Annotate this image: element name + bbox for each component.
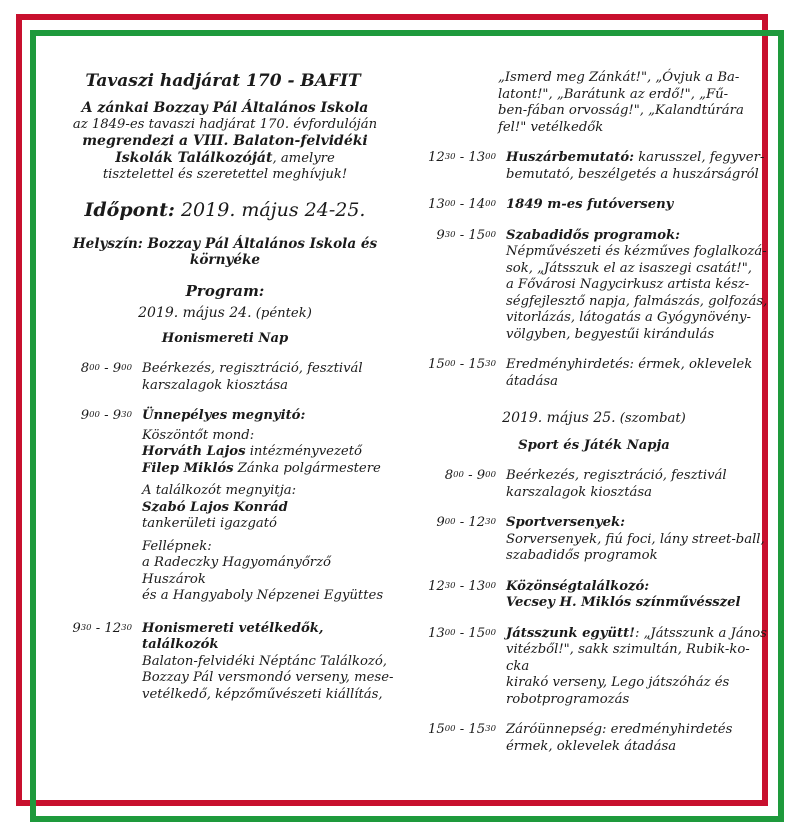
time-range <box>418 228 506 344</box>
desc-line: Vecsey H. Miklós színművésszel <box>506 595 741 610</box>
item-title: 1849 m-es futóverseny <box>506 197 674 212</box>
schedule-item <box>418 197 770 214</box>
item-description <box>506 722 770 755</box>
date-value: 2019. május 24-25. <box>174 198 366 221</box>
day2-date <box>418 410 770 428</box>
schedule-item <box>56 408 394 605</box>
desc-line: Balaton-felvidéki Néptánc Találkozó, <box>142 653 387 669</box>
speaker-1 <box>142 444 394 461</box>
performer: a Radeczky Hagyományőrző Huszárok <box>142 555 331 587</box>
right-column <box>418 70 770 755</box>
end-hour: 15 <box>468 722 486 737</box>
time-range <box>418 722 506 755</box>
desc-text: : „Játsszunk a János <box>634 625 767 641</box>
performer: és a Hangyaboly Népzenei Együttes <box>142 588 384 603</box>
opener-label: A találkozót megnyitja: <box>142 483 297 498</box>
desc-line: vitorlázás, látogatás a Gyógynövény- <box>506 310 751 325</box>
time-separator: - <box>455 625 469 641</box>
schedule-item <box>56 361 394 394</box>
desc-text: cka <box>506 658 530 674</box>
start-minute: 30 <box>444 580 456 591</box>
start-hour: 12 <box>427 578 445 594</box>
time-separator: - <box>463 468 477 483</box>
opener-role: tankerületi igazgató <box>142 516 277 531</box>
desc-line: átadása <box>506 373 558 389</box>
end-minute: 30 <box>485 517 496 527</box>
time-separator: - <box>91 620 105 636</box>
day1-date <box>56 305 394 323</box>
left-column <box>56 70 394 703</box>
time-separator: - <box>455 197 469 212</box>
start-hour: 13 <box>427 625 445 641</box>
start-hour: 9 <box>436 515 445 530</box>
desc-line: karszalagok kiosztása <box>506 484 653 500</box>
program-heading: Program: <box>185 281 265 300</box>
location-line1: Helyszín: Bozzay Pál Általános Iskola és <box>72 235 378 252</box>
start-hour: 9 <box>80 408 90 423</box>
speaker-role: intézményvezető <box>245 444 362 459</box>
time-range <box>418 579 506 612</box>
start-minute: 30 <box>444 229 456 240</box>
start-hour: 8 <box>80 361 90 376</box>
item-title: Honismereti vetélkedők, találkozók <box>142 620 324 652</box>
intro-line4-tail: , amelyre <box>272 150 335 166</box>
schedule-item <box>418 722 770 755</box>
day1-theme: Honismereti Nap <box>161 330 289 346</box>
intro-block <box>56 100 394 184</box>
desc-line <box>506 626 770 643</box>
item-description <box>506 197 770 214</box>
start-minute: 00 <box>89 410 100 420</box>
end-hour: 13 <box>468 578 486 594</box>
end-minute: 00 <box>485 580 496 591</box>
end-hour: 12 <box>468 515 486 530</box>
end-hour: 15 <box>468 227 486 243</box>
start-minute: 30 <box>80 622 92 633</box>
item-description <box>506 228 770 344</box>
start-hour: 8 <box>444 468 454 483</box>
time-range <box>56 408 142 605</box>
item-description <box>506 626 770 709</box>
end-minute: 30 <box>485 724 496 734</box>
start-hour: 15 <box>427 722 445 737</box>
document-title <box>52 70 394 92</box>
desc-line: érmek, oklevelek átadása <box>506 738 677 754</box>
intro-line2: az 1849-es tavaszi hadjárat 170. évfordulóján <box>72 116 378 132</box>
time-range <box>418 515 506 565</box>
speaker-2 <box>142 461 394 478</box>
opener-name: Szabó Lajos Konrád <box>142 499 288 515</box>
desc-line <box>506 642 770 675</box>
item-title: Ünnepélyes megnyitó: <box>142 408 306 423</box>
intro-school: A zánkai Bozzay Pál Általános Iskola <box>81 100 369 116</box>
schedule-item <box>418 626 770 709</box>
end-minute: 30 <box>121 622 132 633</box>
desc-line: kirakó verseny, Lego játszóház és <box>506 675 730 690</box>
time-separator: - <box>455 722 469 737</box>
desc-line: a Fővárosi Nagycirkusz artista kész- <box>506 277 750 292</box>
item-description <box>506 515 770 565</box>
schedule-item <box>418 150 770 183</box>
start-hour: 9 <box>72 620 81 636</box>
greet-label: Köszöntőt mond: <box>142 427 255 443</box>
desc-line: Népművészeti és kézműves foglalkozá- <box>506 244 767 259</box>
time-separator: - <box>99 408 113 423</box>
start-minute: 00 <box>444 627 456 638</box>
item-description <box>142 621 394 704</box>
desc-line: ben-fában orvosság!", „Kalandtúrára <box>498 103 744 118</box>
schedule-item <box>418 579 770 612</box>
time-separator: - <box>455 515 469 530</box>
time-range <box>418 357 506 390</box>
day2-weekday: (szombat) <box>615 411 686 426</box>
desc-line: völgyben, begyestűi kirándulás <box>506 326 715 342</box>
item-description <box>142 361 394 394</box>
start-minute: 00 <box>453 470 464 480</box>
time-range <box>418 468 506 501</box>
desc-line: Bozzay Pál versmondó verseny, mese- <box>142 670 394 685</box>
schedule-item <box>418 468 770 501</box>
desc-line <box>506 150 770 167</box>
end-minute: 00 <box>485 199 496 209</box>
end-hour: 14 <box>468 197 486 212</box>
day1-date-text: 2019. május 24. <box>138 305 252 321</box>
day2-theme: Sport és Játék Napja <box>518 437 670 453</box>
start-hour: 15 <box>427 357 445 372</box>
end-minute: 00 <box>485 229 496 240</box>
item-description <box>506 579 770 612</box>
date-label: Időpont: <box>84 198 175 221</box>
start-minute: 00 <box>89 363 100 373</box>
end-hour: 9 <box>112 361 122 376</box>
start-hour: 9 <box>436 227 445 243</box>
speaker-role: Zánka polgármestere <box>233 460 381 476</box>
intro-event-name: Iskolák Találkozóját <box>115 149 273 166</box>
desc-line: latont!", „Barátunk az erdő!", „Fű- <box>498 86 729 102</box>
item-title: Közönségtalálkozó: <box>506 578 650 594</box>
end-hour: 13 <box>468 150 486 165</box>
start-hour: 12 <box>427 150 445 165</box>
end-minute: 00 <box>485 627 496 638</box>
item-title: Játsszunk együtt! <box>506 625 635 641</box>
day2-date-text: 2019. május 25. <box>502 410 616 426</box>
end-minute: 00 <box>485 470 496 480</box>
desc-line: bemutató, beszélgetés a huszárságról <box>506 166 759 182</box>
desc-line: „Ismerd meg Zánkát!", „Óvjuk a Ba- <box>498 70 740 85</box>
desc-line: Záróünnepség: eredményhirdetés <box>506 722 733 737</box>
desc-line: Sorversenyek, fiú foci, lány street-ball, <box>506 531 765 547</box>
speaker-name: Horváth Lajos <box>142 444 246 459</box>
item-description <box>506 357 770 390</box>
item-description <box>506 468 770 501</box>
item-description <box>506 150 770 183</box>
desc-text: karusszel, fegyver- <box>634 150 765 165</box>
end-hour: 12 <box>104 620 122 636</box>
start-hour: 13 <box>427 197 445 212</box>
item-title: Huszárbemutató: <box>506 150 634 165</box>
desc-line: sok, „Játsszuk el az isaszegi csatát!", <box>506 260 752 276</box>
start-minute: 00 <box>444 199 456 209</box>
desc-line: fel!" vetélkedők <box>498 119 604 135</box>
event-location <box>56 236 394 269</box>
desc-line: szabadidős programok <box>506 548 658 563</box>
end-minute: 30 <box>485 359 496 369</box>
desc-text: vitézből!", sakk szimultán, Rubik-ko- <box>506 642 750 657</box>
desc-line: ségfejlesztő napja, falmászás, golfozás, <box>506 293 768 309</box>
schedule-item <box>418 357 770 390</box>
intro-line3: megrendezi a VIII. Balaton-felvidéki <box>82 133 368 149</box>
speaker-name: Filep Miklós <box>142 460 234 476</box>
desc-line: vetélkedő, képzőművészeti kiállítás, <box>142 686 383 702</box>
time-separator: - <box>455 357 469 372</box>
time-separator: - <box>99 361 113 376</box>
item-title: Sportversenyek: <box>506 515 626 530</box>
time-separator: - <box>455 227 469 243</box>
desc-line: Beérkezés, regisztráció, fesztivál <box>142 361 363 376</box>
end-hour: 9 <box>476 468 486 483</box>
start-minute: 00 <box>444 724 456 734</box>
desc-line: robotprogramozás <box>506 691 630 707</box>
desc-line: Eredményhirdetés: érmek, oklevelek <box>506 357 753 372</box>
intro-line5: tisztelettel és szeretettel meghívjuk! <box>102 167 348 182</box>
time-range <box>418 197 506 214</box>
end-minute: 00 <box>485 152 496 162</box>
continued-text <box>418 70 770 136</box>
end-hour: 15 <box>468 357 486 372</box>
schedule-item <box>418 515 770 565</box>
event-date <box>56 198 394 222</box>
end-minute: 00 <box>121 363 132 373</box>
start-minute: 30 <box>444 152 456 162</box>
time-range <box>418 626 506 709</box>
time-range <box>418 150 506 183</box>
time-separator: - <box>455 150 469 165</box>
location-line2: környéke <box>189 252 261 268</box>
schedule-item <box>418 228 770 344</box>
desc-line: Beérkezés, regisztráció, fesztivál <box>506 468 727 483</box>
time-separator: - <box>455 578 469 594</box>
time-range <box>56 621 142 704</box>
end-hour: 15 <box>468 625 486 641</box>
day1-weekday: (péntek) <box>251 306 312 321</box>
desc-line: karszalagok kiosztása <box>142 377 289 393</box>
time-range <box>56 361 142 394</box>
intro-line4 <box>56 150 394 168</box>
start-minute: 00 <box>444 517 456 527</box>
performers-label: Fellépnek: <box>142 538 212 554</box>
schedule-item <box>56 621 394 704</box>
title-text: Tavaszi hadjárat 170 - BAFIT <box>85 71 361 91</box>
item-title: Szabadidős programok: <box>506 227 681 243</box>
start-minute: 00 <box>444 359 456 369</box>
end-minute: 30 <box>121 410 132 420</box>
item-description <box>142 408 394 605</box>
end-hour: 9 <box>112 408 122 423</box>
